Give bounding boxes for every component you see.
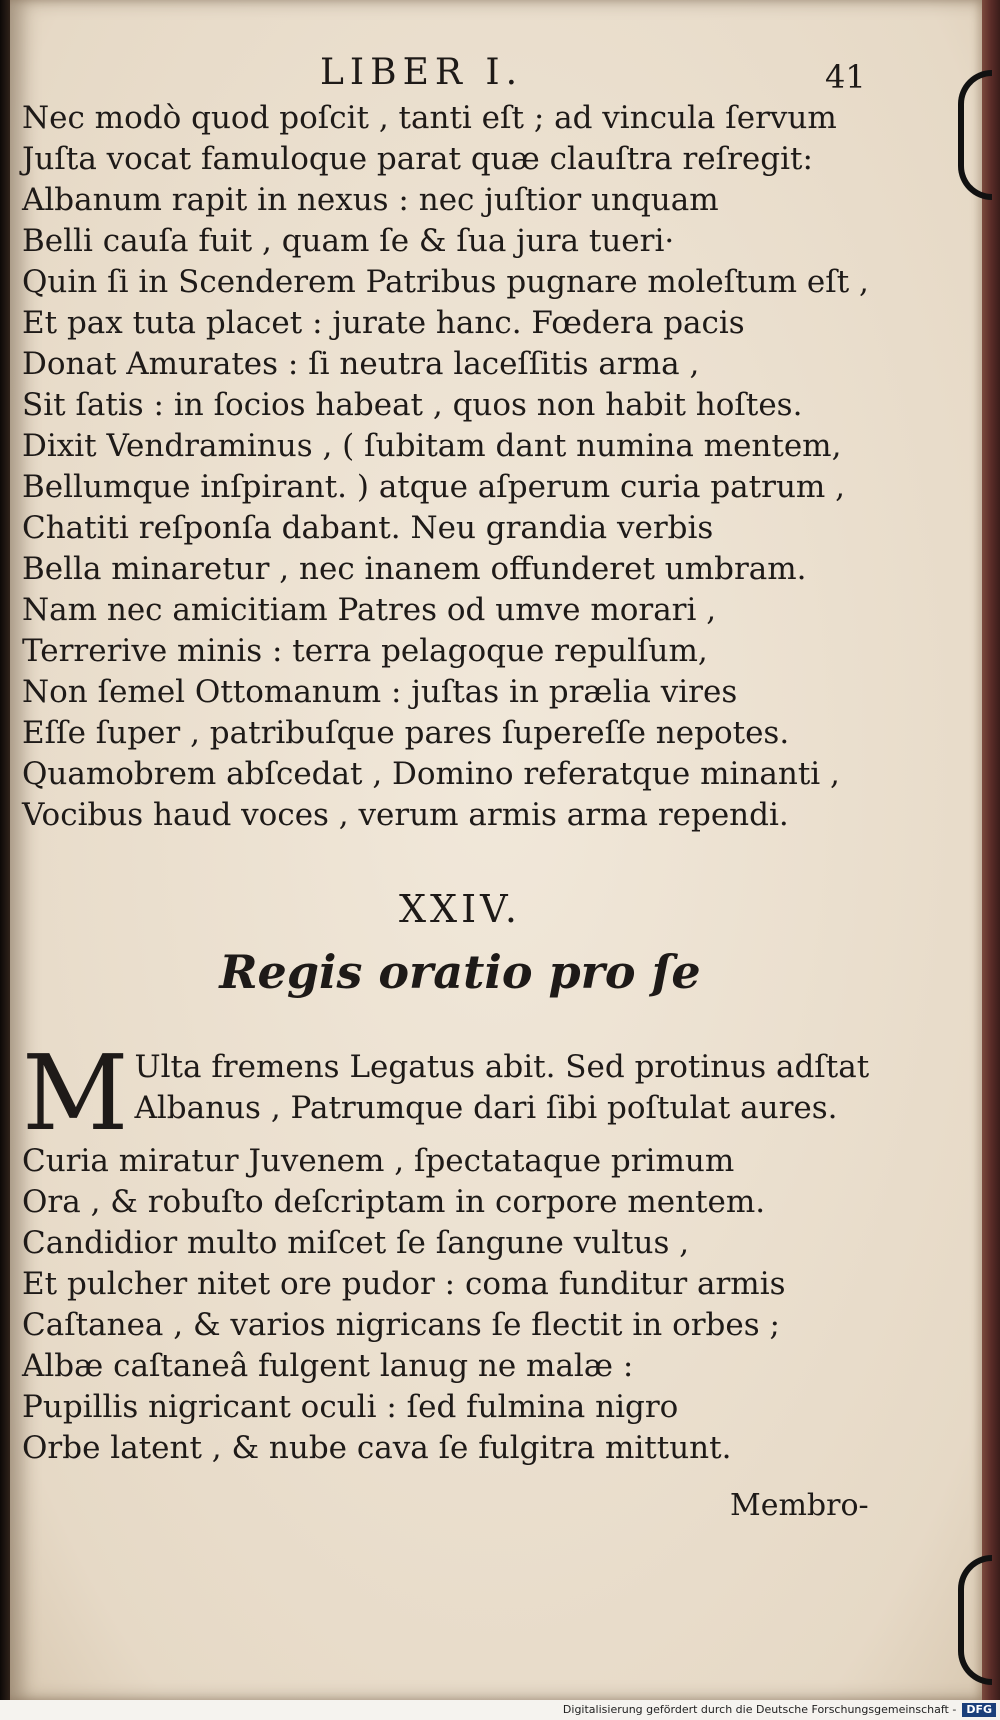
section-heading: Regis oratio pro ſe [219,945,701,999]
verse-line: Et pax tuta placet : jurate hanc. Fœdera pacis [22,305,745,341]
verse-line: Belli cauſa fuit , quam ſe & ſua jura tueri· [22,223,675,259]
verse-line: Bella minaretur , nec inanem offunderet umbram. [22,551,807,587]
verse-line: Albæ caſtaneâ fulgent lanug ne malæ : [22,1348,634,1384]
verse-line: Caſtanea , & varios nigricans ſe flectit in orbes ; [22,1307,780,1343]
dfg-logo: DFG [962,1703,996,1717]
footer-text: Digitalisierung gefördert durch die Deutsche Forschungsgemeinschaft - [562,1703,957,1716]
verse-line: Ora , & robuſto deſcriptam in corpore mentem. [22,1184,766,1220]
verse-line: Vocibus haud voces , verum armis arma rependi. [22,797,789,833]
verse-line: Chatiti reſponſa dabant. Neu grandia verbis [22,510,714,546]
verse-line: Juſta vocat famuloque parat quæ clauſtra reſregit: [22,141,813,177]
page-number: 41 [825,58,866,96]
verse-line: Ulta fremens Legatus abit. Sed protinus adſtat [134,1049,870,1085]
section-number: XXIV. [399,887,521,931]
verse-line: Curia miratur Juvenem , ſpectataque primum [22,1143,735,1179]
verse-line: Dixit Vendraminus , ( ſubitam dant numina mentem, [22,428,842,464]
catchword: Membro- [730,1488,869,1523]
verse-line: Nec modò quod poſcit , tanti eſt ; ad vincula ſervum [22,100,837,136]
verse-line: Candidior multo miſcet ſe ſangune vultus , [22,1225,690,1261]
verse-line: Pupillis nigricant oculi : ſed fulmina nigro [22,1389,679,1425]
verse-line: Terrerive minis : terra pelagoque repulſum, [22,633,708,669]
verse-block-1 [22,98,902,836]
verse-line: Orbe latent , & nube cava ſe fulgitra mittunt. [22,1430,732,1466]
verse-line: Non ſemel Ottomanum : juſtas in prælia vires [22,674,738,710]
verse-line: Et pulcher nitet ore pudor : coma funditur armis [22,1266,786,1302]
page-edge [982,0,1000,1700]
verse-line: Sit ſatis : in ſocios habeat , quos non habit hoſtes. [22,387,803,423]
running-head-title: LIBER I. [320,52,524,93]
verse-line: Eſſe ſuper , patribuſque pares ſupereſſe nepotes. [22,715,790,751]
book-page [10,0,982,1700]
verse-block-2 [22,1032,902,1469]
verse-line: Albanum rapit in nexus : nec juſtior unquam [22,182,719,218]
verse-line: Quin ſi in Scenderem Patribus pugnare moleſtum eſt , [22,264,869,300]
digitization-footer [0,1700,1000,1720]
verse-line: Albanus , Patrumque dari ſibi poſtulat aures. [134,1090,838,1126]
verse-line: Donat Amurates : ſi neutra laceſſitis arma , [22,346,700,382]
running-head [10,52,982,102]
verse-line: Quamobrem abſcedat , Domino referatque minanti , [22,756,840,792]
binding-ring-bottom [958,1555,992,1685]
verse-line: Nam nec amicitiam Patres od umve morari , [22,592,717,628]
drop-capital: M [22,1032,129,1154]
verse-line: Bellumque inſpirant. ) atque aſperum curia patrum , [22,469,846,505]
binding-ring-top [958,70,992,200]
